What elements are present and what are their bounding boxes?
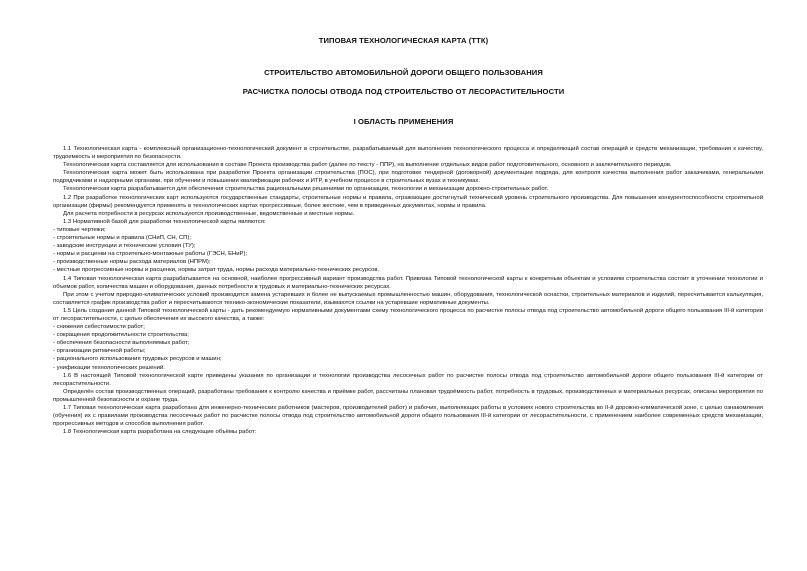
document-type-heading: ТИПОВАЯ ТЕХНОЛОГИЧЕСКАЯ КАРТА (ТТК) [318, 36, 489, 45]
goal-list-item: - снижения себестоимости работ; [53, 324, 145, 331]
norm-list-item: - местные прогрессивные нормы и расценки, нормы затрат труда, нормы расхода материально-технических ресурсов. [53, 267, 380, 274]
norm-list-item: - типовые чертежи; [53, 226, 106, 233]
goal-list-item: - сокращения продолжительности строительства; [53, 332, 189, 339]
norm-list-item: - производственные нормы расхода материалов (НПРМ); [53, 259, 211, 266]
paragraph-resource-norms: Для расчета потребности в ресурсах используются производственные, ведомственные и местные нормы. [63, 210, 355, 217]
paragraph-1-2: 1.2 При разработке технологических карт используются государственные стандарты, строительные нормы и правила, отражающие достигнутый технический уровень строительного производства. Для повышения конкурентоспособности строительной организации (фирмы) рекомендуется применять в технологических картах прогрессивные, более жесткие, чем в приведенных документах, нормы и правила. [53, 194, 763, 209]
goal-list-item: - унификации технологических решений. [53, 364, 165, 371]
paragraph-operations: Определён состав производственных операций, разработаны требования к контролю качества и приёмке работ, рассчитаны плановая трудоёмкость работ, потребность в трудовых, производственных и материальных ресурсах, описаны мероприятия по промышленной безопасности и охране труда. [53, 388, 763, 403]
norm-list-item: - заводские инструкции и технические условия (ТУ); [53, 243, 196, 250]
goal-list-item: - обеспечения безопасности выполняемых работ; [53, 340, 190, 347]
paragraph-1-6: 1.6 В настоящей Типовой технологической карте приведены указания по организации и технологии производства лесосечных работ по расчистке полосы отвода под строительство автомобильной дороги общего пользования III-й категории от лесорастительности. [53, 372, 763, 387]
paragraph-1-1: 1.1 Технологическая карта - комплексный организационно-технологический документ в строительстве, разрабатываемый для выполнения технологического процесса и определяющий состав операций и средств механизации, требования к качеству, трудоемкость и мероприятия по безопасности. [53, 146, 763, 161]
paragraph-climate: При этом с учетом природно-климатических условий производится замена устаревших и более не выпускаемых промышленностью машин, оборудования, технологической оснастки, строительных материалов и изделий, пересчитывается калькуляция, составляется график производства работ и пересчитываются технико-экономические показатели, изымаются ссылки на устаревшие нормативные документы. [53, 291, 763, 306]
section-body [53, 145, 763, 436]
document-subject-line-1: СТРОИТЕЛЬСТВО АВТОМОБИЛЬНОЙ ДОРОГИ ОБЩЕГО ПОЛЬЗОВАНИЯ [264, 68, 543, 77]
paragraph-pos: Технологическая карта может быть использована при разработке Проекта организации строительства (ПОС), при подготовке тендерной (договорной) документации подряда, для контроля качества выполнения работ заказчиками, генеральными подрядчиками и надзорными органами, при обучении и повышении квалификации рабочих и ИТР, в учебном процессе в строительных вузах и техникумах. [53, 170, 763, 185]
paragraph-1-8: 1.8 Технологическая карта разработана на следующие объёмы работ: [63, 429, 257, 436]
document-subject-line-2: РАСЧИСТКА ПОЛОСЫ ОТВОДА ПОД СТРОИТЕЛЬСТВО ОТ ЛЕСОРАСТИТЕЛЬНОСТИ [242, 87, 565, 96]
paragraph-1-3: 1.3 Нормативной базой для разработки технологической карты являются: [63, 218, 266, 225]
norm-list-item: - нормы и расценки на строительно-монтажные работы (ГЭСН, ЕНиР); [53, 251, 248, 258]
norm-list-item: - строительные нормы и правила (СНиП, СН, СП); [53, 235, 192, 242]
goal-list-item: - организации ритмичной работы; [53, 348, 146, 355]
goal-list-item: - рационального использования трудовых ресурсов и машин; [53, 356, 222, 363]
paragraph-purpose: Технологическая карта разрабатывается для обеспечения строительства рациональными решениями по организации, технологии и механизации дорожно-строительных работ. [63, 186, 549, 193]
section-title: I ОБЛАСТЬ ПРИМЕНЕНИЯ [353, 117, 454, 126]
paragraph-1-7: 1.7 Типовая технологическая карта разработана для инженерно-технических работников (мастеров, производителей работ) и рабочих, выполняющих работы в условиях нового строительства во II-й дорожно-климатической зоне, с целью ознакомления (обучения) их с правилами производства лесосечных работ по расчистке полосы отвода под строительство автомобильной дороги общего пользования III-й категории от лесорастительности, с применением наиболее современных средств механизации, прогрессивных методов и способов выполнения работ. [53, 405, 763, 428]
paragraph-ppr: Технологическая карта составляется для использования в составе Проекта производства работ (далее по тексту - ППР), на выполнение отдельных видов работ подготовительного, основного и заключительного периодов. [63, 162, 672, 169]
paragraph-1-4: 1.4 Типовая технологическая карта разрабатывается на основной, наиболее прогрессивный вариант производства работ. Привязка Типовой технологической карты к конкретным объектам и условиям строительства состоит в уточнении технологии и объемов работ, количества машин и оборудования, данных потребности в трудовых и материально-технических ресурсах. [53, 275, 763, 290]
paragraph-1-5: 1.5 Цель создания данной Типовой технологической карты - дать рекомендуемую нормативными документами схему технологического процесса по расчистке полосы отвода под строительство автомобильной дороги общего пользования III-й категории от лесорастительности, с целью обеспечения их высокого качества, а также: [53, 307, 763, 322]
